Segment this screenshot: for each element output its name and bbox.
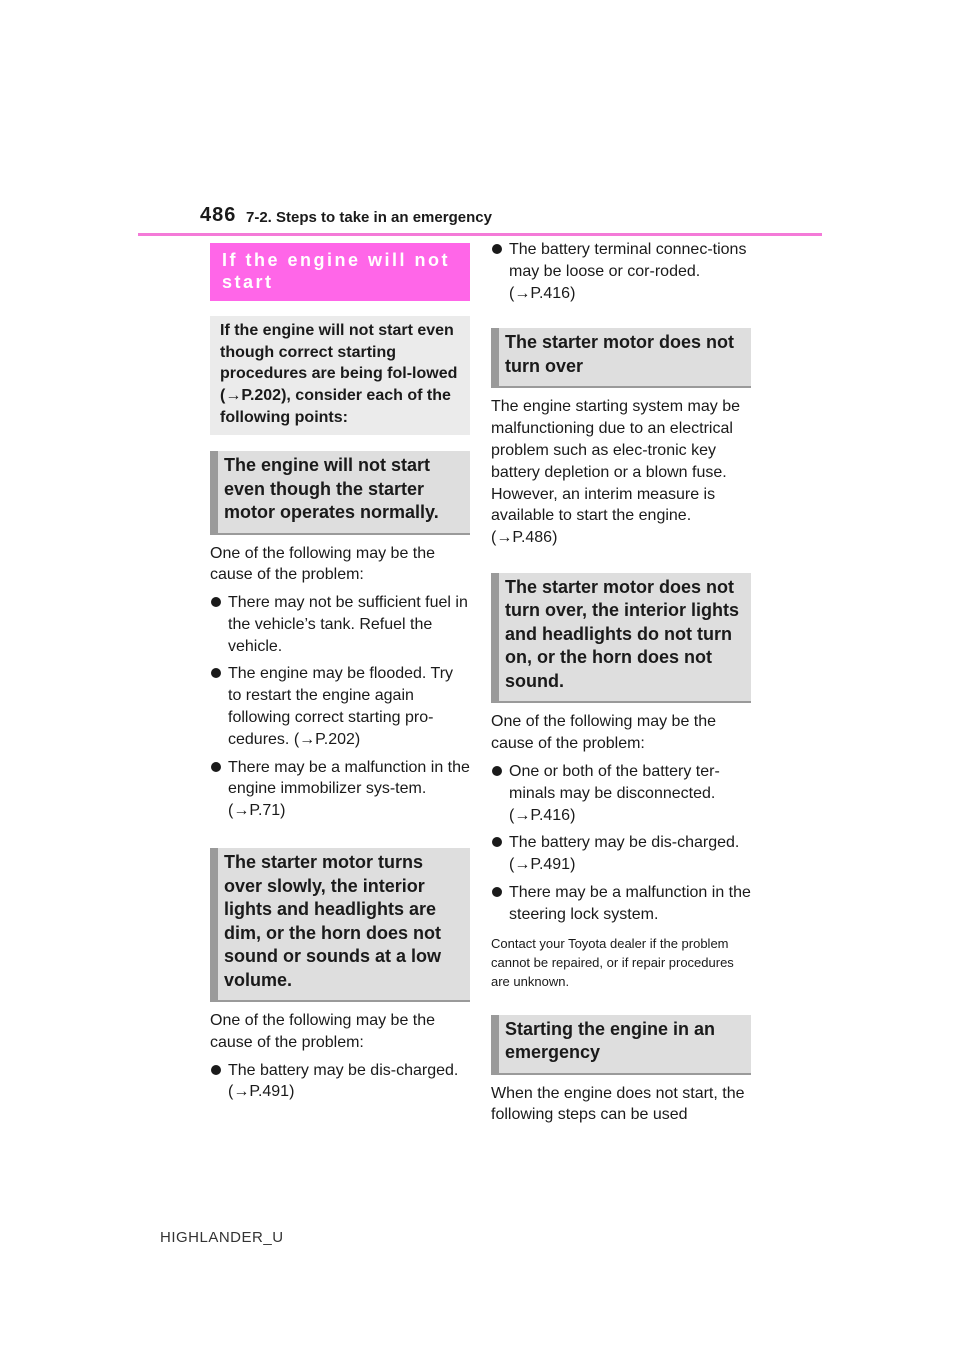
bullet-item: The battery terminal connec-tions may be loose or cor-roded. (→P.416) (491, 239, 751, 304)
bullet-item: There may not be sufficient fuel in the vehicle’s tank. Refuel the vehicle. (210, 592, 470, 657)
bullet-item: There may be a malfunction in the engine immobilizer sys-tem. (→P.71) (210, 757, 470, 822)
left-column (210, 243, 470, 1103)
body-text: The engine starting system may be malfunctioning due to an electrical problem such as elec-tronic key battery depletion or a blown fuse. However, an interim measure is available to start the engine. (→P.486) (491, 398, 741, 547)
bullet-item: The engine may be flooded. Try to restart the engine again following correct starting pro-cedures. (→P.202) (210, 663, 470, 750)
sub-heading-starter-normal: The engine will not start even though the starter motor operates normally. (210, 451, 470, 535)
body-text: When the engine does not start, the following steps can be used (491, 1084, 745, 1124)
sub-heading-starter-no-turn: The starter motor does not turn over (491, 328, 751, 388)
sub-heading-starter-slow: The starter motor turns over slowly, the interior lights and headlights are dim, or the horn does not sound or sounds at a low volume. (210, 848, 470, 1002)
note-text: Contact your Toyota dealer if the problem cannot be repaired, or if repair procedures are unknown. (491, 935, 734, 989)
bullet-item: The battery may be dis-charged. (→P.491) (210, 1060, 470, 1104)
page-number: 486 (200, 204, 237, 226)
bullet-item: The battery may be dis-charged. (→P.491) (491, 832, 751, 876)
body-text: One of the following may be the cause of the problem: (210, 544, 436, 584)
section-title: 7-2. Steps to take in an emergency (246, 209, 492, 226)
sub-heading-emergency-start: Starting the engine in an emergency (491, 1015, 751, 1075)
right-column (491, 243, 751, 1126)
footer-model-name: HIGHLANDER_U (160, 1229, 284, 1246)
main-heading: If the engine will not start (210, 243, 470, 301)
sub-heading-no-power: The starter motor does not turn over, the interior lights and headlights do not turn on, or the horn does not sound. (491, 573, 751, 704)
header-rule (138, 233, 822, 236)
body-text: One of the following may be the cause of the problem: (491, 713, 717, 753)
bullet-item: One or both of the battery ter-minals may be disconnected. (→P.416) (491, 761, 751, 826)
bullet-item: There may be a malfunction in the steering lock system. (491, 882, 751, 926)
intro-box: If the engine will not start even though correct starting procedures are being fol-lowed (→P.202), consider each of the following points: (210, 316, 470, 435)
body-text: One of the following may be the cause of the problem: (210, 1012, 436, 1051)
